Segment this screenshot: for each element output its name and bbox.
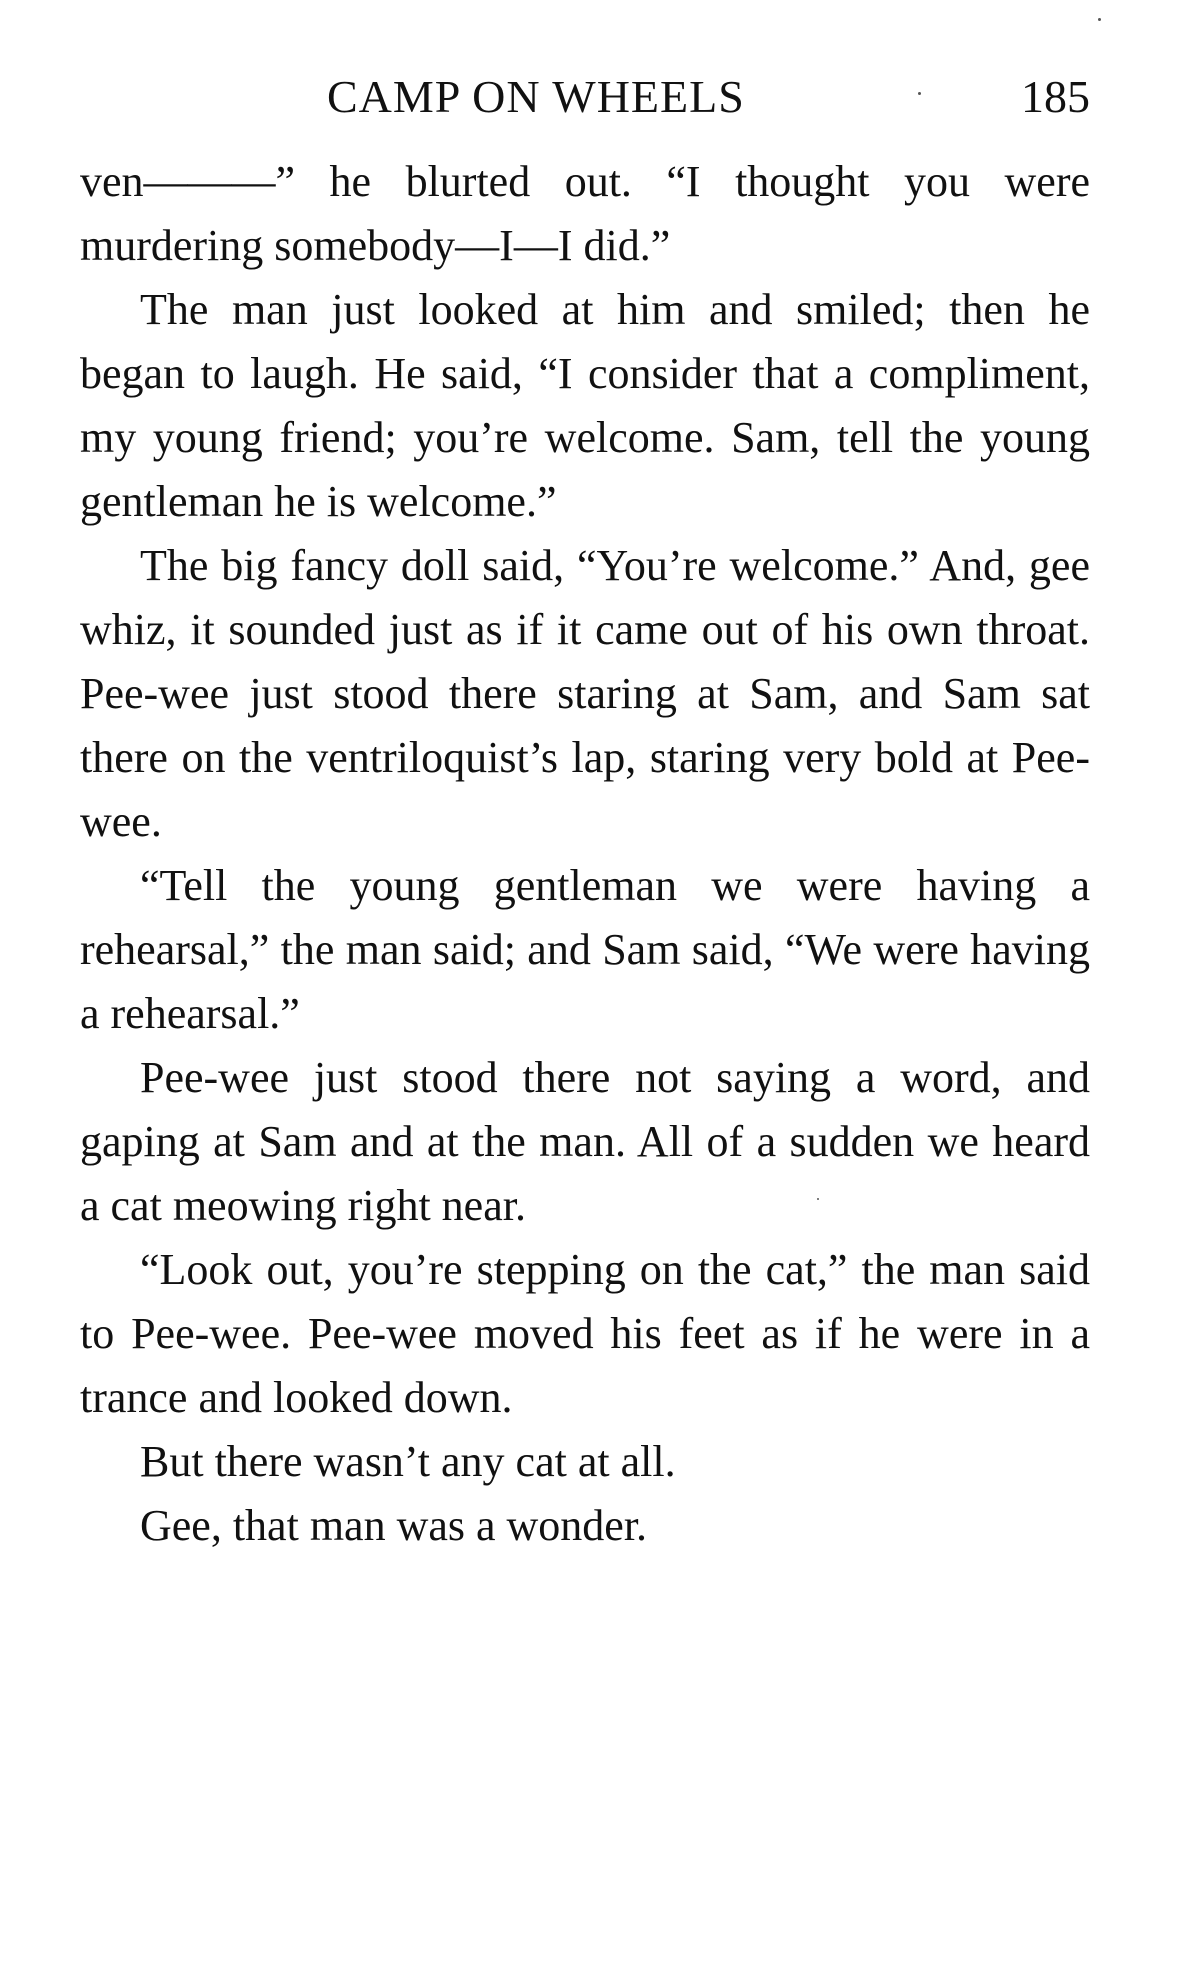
paragraph: The big fancy doll said, “You’re welcome.” And, gee whiz, it sounded just as if it came out of his own throat. Pee-wee just stood there staring at Sam, and Sam sat there on the ventriloquist’s lap, staring very bold at Pee-wee. (80, 541, 1090, 846)
paragraph: Gee, that man was a wonder. (140, 1501, 648, 1550)
paragraph: But there wasn’t any cat at all. (140, 1437, 676, 1486)
paragraph: ven———” he blurted out. “I thought you were murdering somebody—I—I did.” (80, 157, 1090, 270)
running-head (80, 62, 1090, 132)
paragraph: The man just looked at him and smiled; then he began to laugh. He said, “I consider that a compliment, my young friend; you’re welcome. Sam, tell the young gentleman he is welcome.” (80, 285, 1090, 526)
chapter-title: CAMP ON WHEELS (327, 71, 745, 122)
paragraph: “Tell the young gentleman we were having a rehearsal,” the man said; and Sam said, “We were having a rehearsal.” (80, 861, 1090, 1038)
scan-speck (1098, 18, 1101, 21)
scan-speck (817, 1198, 819, 1200)
paragraph: “Look out, you’re stepping on the cat,” the man said to Pee-wee. Pee-wee moved his feet as if he were in a trance and looked down. (80, 1245, 1090, 1422)
paragraph: Pee-wee just stood there not saying a word, and gaping at Sam and at the man. All of a sudden we heard a cat meowing right near. (80, 1053, 1090, 1230)
body-text (80, 150, 1090, 1558)
page-number: 185 (1021, 71, 1090, 122)
scan-speck (918, 92, 921, 95)
